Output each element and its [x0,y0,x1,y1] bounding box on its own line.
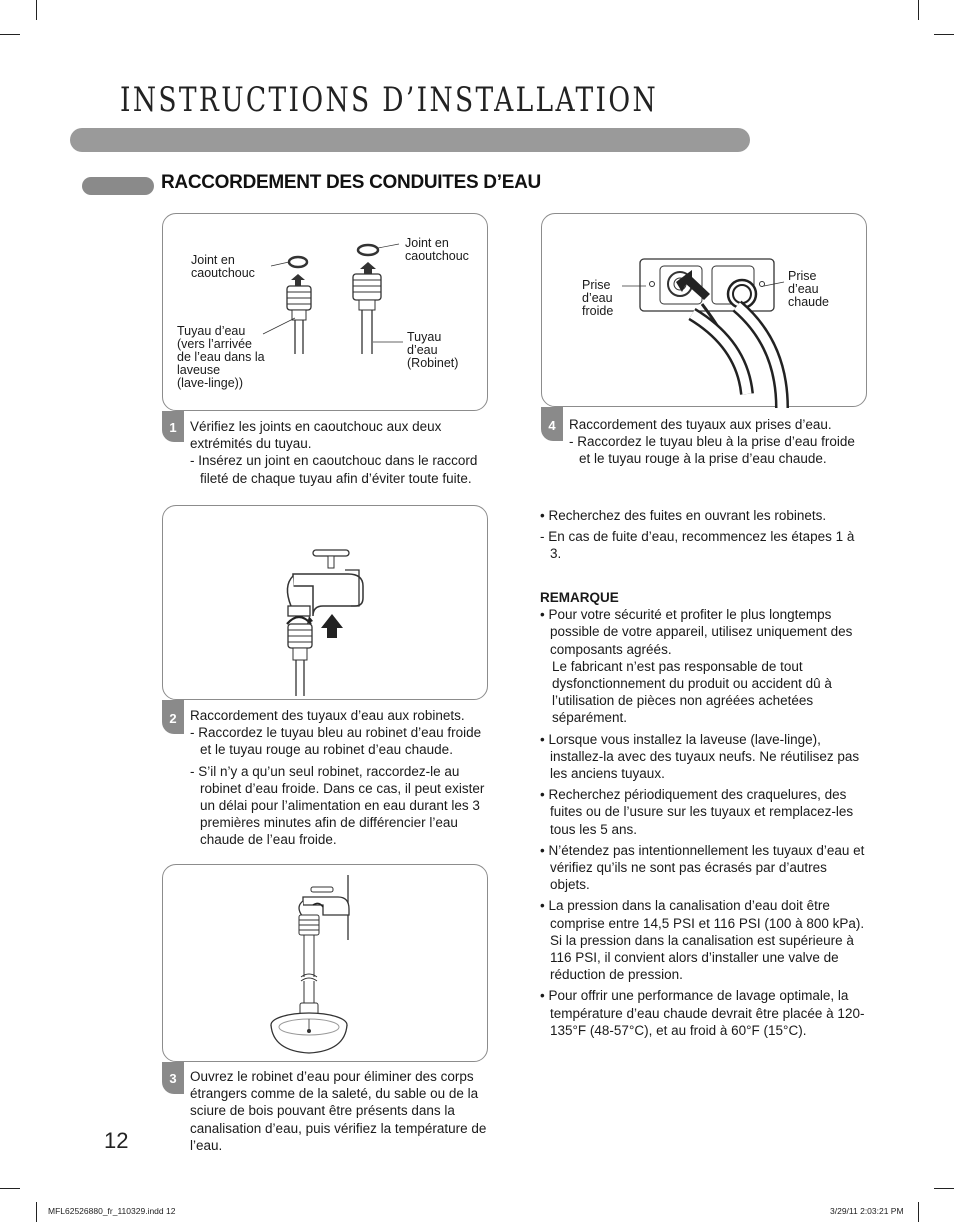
figure-flush [162,864,488,1062]
footer-file: MFL62526880_fr_110329.indd 12 [48,1206,176,1216]
note-item: • Lorsque vous installez la laveuse (lave-linge), installez-la avec des tuyaux neufs. Ne réutilisez pas les anciens tuyaux. [540,731,860,782]
step-number: 3 [169,1071,177,1086]
crop-mark [918,1202,919,1222]
note-heading: REMARQUE [540,590,619,605]
label-hot-inlet: Prise d’eau chaude [788,269,830,309]
step2-bullet1: - Raccordez le tuyau bleu au robinet d’eau froide et le tuyau rouge au robinet d’eau chaude. [190,725,482,758]
note-item: • Pour votre sécurité et profiter le plus longtemps possible de votre appareil, utilisez uniquement des composants agréés. [540,607,853,657]
step3-text: Ouvrez le robinet d’eau pour éliminer des corps étrangers comme de la saleté, du sable ou de la sciure de bois pouvant être présents dans la canalisation d’eau, puis vérifiez la température de l’eau. [190,1069,487,1153]
step-number: 2 [169,711,177,726]
step2-bullet2: - S’il n’y a qu’un seul robinet, raccordez-le au robinet d’eau froide. Dans ce cas, il peut exister un délai pour l’alimentation en eau durant les 3 premières minutes afin de différencier l’eau chaude de l’eau froide. [190,763,485,848]
figure-water-inlets [541,213,867,407]
step1-instruction: Vérifiez les joints en caoutchouc aux deux extrémités du tuyau. [190,419,442,452]
crop-mark [918,0,919,20]
note-item: • La pression dans la canalisation d’eau doit être comprise entre 14,5 PSI et 116 PSI (100 à 800 kPa). Si la pression dans la canalisation est supérieure à 116 PSI, il convient alors d’installer une valve de réduction de pression. [540,898,865,983]
flush-bucket-illustration [163,865,489,1063]
faucet-hose-illustration [163,506,489,701]
label-cold-inlet: Prise d’eau froide [582,278,614,318]
label-hose-left: Tuyau d’eau (vers l’arrivée de l’eau dans la laveuse (lave-linge)) [177,324,265,390]
note-item: • Recherchez périodiquement des craquelures, des fuites ou de l’usure sur les tuyaux et remplacez-les tous les 5 ans. [540,787,854,837]
crop-mark [934,34,954,35]
step1-bullet: - Insérez un joint en caoutchouc dans le raccord fileté de chaque tuyau afin d’éviter toute fuite. [190,453,478,486]
footer-date: 3/29/11 2:03:21 PM [830,1206,904,1216]
step-number: 4 [548,418,556,433]
leak-check-line2: - En cas de fuite d’eau, recommencez les étapes 1 à 3. [540,529,855,562]
step-number: 1 [169,420,177,435]
leak-check [540,507,865,563]
figure-faucet-connect [162,505,488,700]
page-title: INSTRUCTIONS D’INSTALLATION [120,80,659,120]
crop-mark [934,1188,954,1189]
step4-bullet: - Raccordez le tuyau bleu à la prise d’eau froide et le tuyau rouge à la prise d’eau chaude. [569,434,855,467]
label-joint-right: Joint en caoutchouc [405,236,469,263]
step1-text [190,418,490,487]
label-hose-right: Tuyau d’eau (Robinet) [407,330,459,370]
crop-mark [0,34,20,35]
step2-instruction: Raccordement des tuyaux d’eau aux robinets. [190,708,465,723]
note-block [540,589,870,1039]
note-item: Le fabricant n’est pas responsable de tout dysfonctionnement du produit ou accident dû à l’utilisation de pièces non agréées achetées séparément. [552,658,832,726]
leak-check-line1: • Recherchez des fuites en ouvrant les robinets. [540,508,827,523]
figure-gaskets [162,213,488,411]
crop-mark [0,1188,20,1189]
step2-text [190,707,495,849]
page-number: 12 [104,1128,129,1153]
title-bar [70,128,750,152]
label-joint-left: Joint en caoutchouc [191,253,255,280]
crop-mark [36,0,37,20]
note-item: • Pour offrir une performance de lavage optimale, la température d’eau chaude devrait être placée à 120-135°F (48-57°C), et au froid à 60°F (15°C). [540,988,865,1038]
note-item: • N’étendez pas intentionnellement les tuyaux d’eau et vérifiez qu’ils ne sont pas écrasés par d’autres objets. [540,842,865,893]
step4-instruction: Raccordement des tuyaux aux prises d’eau. [569,417,832,432]
step4-text [569,416,869,468]
section-title: RACCORDEMENT DES CONDUITES D’EAU [161,172,541,193]
crop-mark [36,1202,37,1222]
section-pill [82,177,154,195]
